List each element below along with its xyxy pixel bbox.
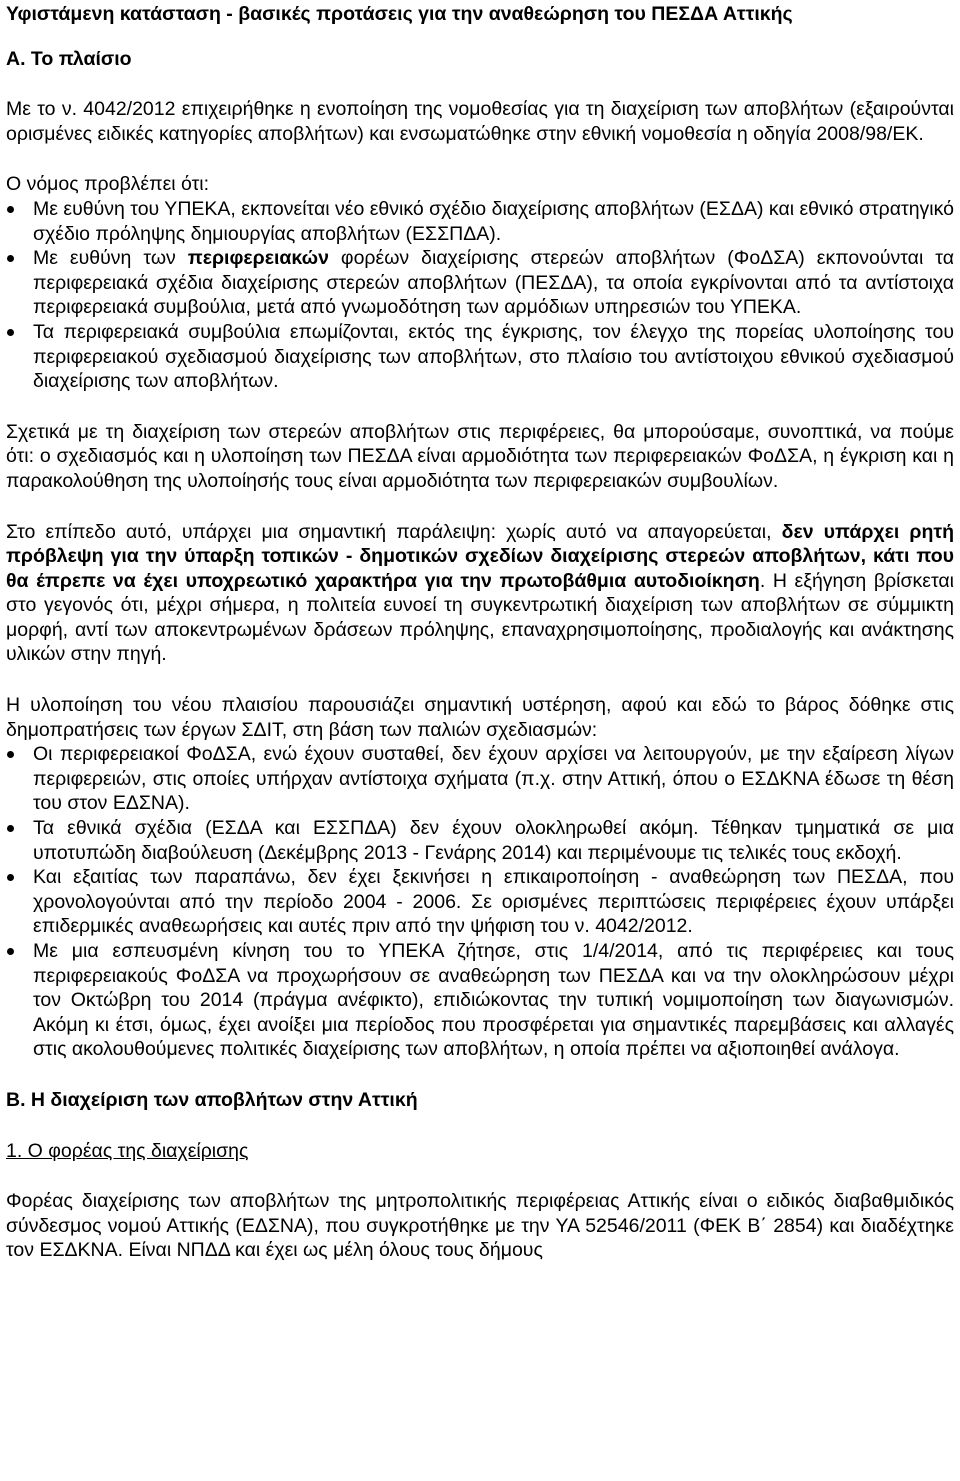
section-a-heading: Α. Το πλαίσιο — [6, 47, 132, 70]
list-item-text-bold: περιφερειακών — [187, 247, 329, 270]
bullet-icon — [7, 825, 14, 832]
bullet-icon — [7, 948, 14, 955]
list-item-text: Και εξαιτίας των παραπάνω, δεν έχει ξεκινήσει η επικαιροποίηση - αναθεώρηση των ΠΕΣΔΑ, που χρονολογούνται από την περίοδο 2004 - 2006. Σε ορισμένες περιπτώσεις περιφέρειες έχουν υπάρξει επιδερμικές αναθεωρήσεις και αυτές πριν από την ψήφιση του ν. 4042/2012. — [33, 866, 954, 938]
list-item-text-pre: Με ευθύνη των — [33, 247, 188, 270]
list-item-text: Τα εθνικά σχέδια (ΕΣΔΑ και ΕΣΣΠΔΑ) δεν έχουν ολοκληρωθεί ακόμη. Τέθηκαν τμηματικά σε μια υποτυπώδη διαβούλευση (Δεκέμβρης 2013 - Γενάρης 2014) και περιμένουμε τις τελικές τους εκδοχή. — [33, 817, 954, 864]
list-item — [6, 197, 954, 246]
list-item-text: Με μια εσπευσμένη κίνηση του το ΥΠΕΚΑ ζήτησε, στις 1/4/2014, από τις περιφέρειες και τους περιφερειακούς ΦοΔΣΑ να προχωρήσουν σε αναθεώρηση των ΠΕΣΔΑ και να την ολοκληρώσουν μέχρι τον Οκτώβρη του 2014 (πράγμα ανέφικτο), επιδιώκοντας την τυπική νομιμοποίηση των διαγωνισμών. Ακόμη κι έτσι, όμως, έχει ανοίξει μια περίοδος που προσφέρεται για σημαντικές παρεμβάσεις και αλλαγές στις ακολουθούμενες πολιτικές διαχείρισης των αποβλήτων, η οποία πρέπει να αξιοποιηθεί ανάλογα. — [33, 940, 954, 1061]
list-item-text: Τα περιφερειακά συμβούλια επωμίζονται, εκτός της έγκρισης, τον έλεγχο της πορείας υλοποίησης του περιφερειακού σχεδιασμού διαχείρισης των αποβλήτων, στο πλαίσιο του αντίστοιχου εθνικού σχεδιασμού διαχείρισης των αποβλήτων. — [33, 320, 954, 393]
intro-paragraph: Με το ν. 4042/2012 επιχειρήθηκε η ενοποίηση της νομοθεσίας για τη διαχείριση των αποβλήτων (εξαιρούνται ορισμένες ειδικές κατηγορίες αποβλήτων) και ενσωματώθηκε στην εθνική νομοθεσία η οδηγία 2008/98/ΕΚ. — [6, 98, 954, 145]
subsection-1-heading: 1. Ο φορέας της διαχείρισης — [6, 1139, 249, 1162]
list-item-text-post: φορέων διαχείρισης στερεών αποβλήτων (ΦοΔΣΑ) εκπονούνται τα περιφερειακά σχέδια διαχείρισης στερεών αποβλήτων (ΠΕΣΔΑ), τα οποία εγκρίνονται από τα αντίστοιχα περιφερειακά συμβούλια, μετά από γνωμοδότηση των αρμόδιων υπηρεσιών του ΥΠΕΚΑ. — [33, 247, 954, 319]
gap-paragraph-bold: δεν υπάρχει ρητή πρόβλεψη για την ύπαρξη τοπικών - δημοτικών σχεδίων διαχείρισης στερεών αποβλήτων, κάτι που θα έπρεπε να έχει υποχρεωτικό χαρακτήρα για την πρωτοβάθμια αυτοδιοίκηση — [6, 520, 955, 592]
list-item — [6, 939, 954, 1062]
law-bullet-list — [6, 197, 954, 394]
list-item-text: Με ευθύνη του ΥΠΕΚΑ, εκπονείται νέο εθνικό σχέδιο διαχείρισης αποβλήτων (ΕΣΔΑ) και εθνικό στρατηγικό σχέδιο πρόληψης δημιουργίας αποβλήτων (ΕΣΣΠΔΑ). — [33, 197, 954, 245]
list-item — [6, 865, 954, 939]
final-paragraph: Φορέας διαχείρισης των αποβλήτων της μητροπολιτικής περιφέρειας Αττικής είναι ο ειδικός διαβαθμιδικός σύνδεσμος νομού Αττικής (ΕΔΣΝΑ), που συγκροτήθηκε με την ΥΑ 52546/2011 (ΦΕΚ Β΄ 2854) και διαδέχτηκε τον ΕΣΔΚΝΑ. Είναι ΝΠΔΔ και έχει ως μέλη όλους τους δήμους — [6, 1190, 954, 1262]
list-item — [6, 742, 954, 816]
bullet-icon — [7, 206, 14, 213]
document-title: Υφιστάμενη κατάσταση - βασικές προτάσεις για την αναθεώρηση του ΠΕΣΔΑ Αττικής — [6, 3, 793, 25]
bullet-icon — [7, 255, 14, 262]
bullet-icon — [7, 874, 14, 881]
law-lead: Ο νόμος προβλέπει ότι: — [6, 173, 210, 196]
regional-paragraph: Σχετικά με τη διαχείριση των στερεών αποβλήτων στις περιφέρειες, θα μπορούσαμε, συνοπτικά, να πούμε ότι: ο σχεδιασμός και η υλοποίηση των ΠΕΣΔΑ είναι αρμοδιότητα των περιφερειακών ΦοΔΣΑ, η έγκριση και η παρακολούθηση της υλοποίησής τους είναι αρμοδιότητα των περιφερειακών συμβουλίων. — [6, 420, 954, 492]
section-b-heading: Β. Η διαχείριση των αποβλήτων στην Αττική — [6, 1088, 418, 1111]
list-item — [6, 246, 954, 320]
delay-lead: Η υλοποίηση του νέου πλαισίου παρουσιάζει σημαντική υστέρηση, αφού και εδώ το βάρος δόθηκε στις δημοπρατήσεις των έργων ΣΔΙΤ, στη βάση των παλιών σχεδιασμών: — [6, 694, 954, 741]
delay-bullet-list — [6, 742, 954, 1062]
list-item — [6, 816, 954, 865]
bullet-icon — [7, 329, 14, 336]
document-page — [6, 0, 954, 1263]
gap-paragraph — [6, 520, 954, 668]
list-item — [6, 320, 954, 394]
gap-paragraph-post: . Η εξήγηση βρίσκεται στο γεγονός ότι, μέχρι σήμερα, η πολιτεία ευνοεί τη συγκεντρωτική διαχείριση των αποβλήτων σε σύμμικτη μορφή, αντί των αποκεντρωμένων δράσεων πρόληψης, επαναχρησιμοποίησης, προδιαλογής και ανάκτησης υλικών στην πηγή. — [6, 569, 955, 666]
bullet-icon — [7, 751, 14, 758]
list-item-text: Οι περιφερειακοί ΦοΔΣΑ, ενώ έχουν συσταθεί, δεν έχουν αρχίσει να λειτουργούν, με την εξαίρεση λίγων περιφερειών, στις οποίες υπήρχαν αντίστοιχα σχήματα (π.χ. στην Αττική, όπου ο ΕΣΔΚΝΑ έδωσε τη θέση του στον ΕΔΣΝΑ). — [33, 743, 954, 815]
gap-paragraph-pre: Στο επίπεδο αυτό, υπάρχει μια σημαντική παράλειψη: χωρίς αυτό να απαγορεύεται, — [6, 520, 782, 543]
